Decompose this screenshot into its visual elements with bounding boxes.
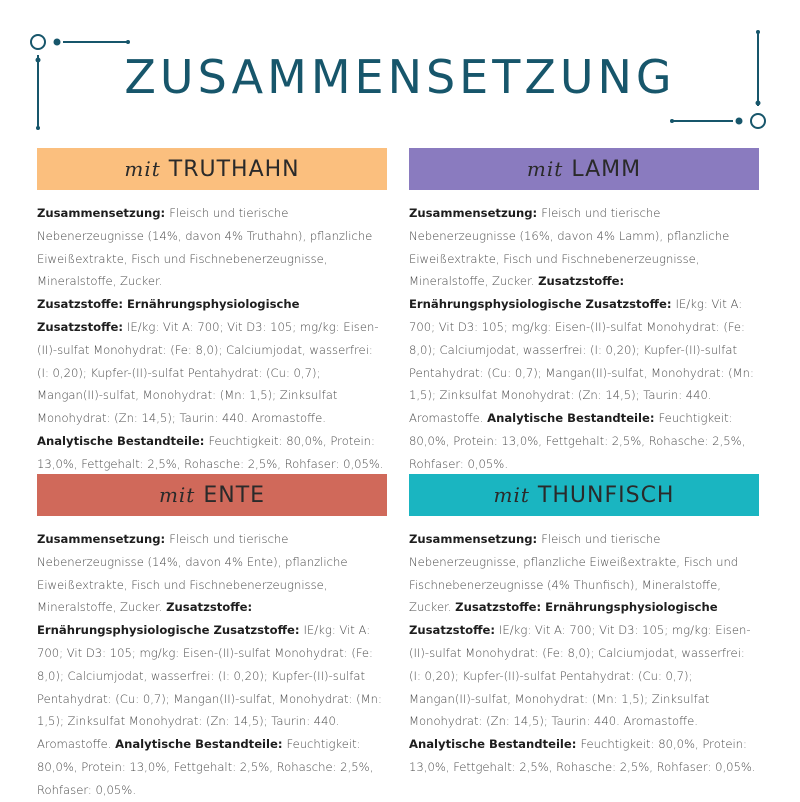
composition-text <box>409 202 759 476</box>
composition-text <box>37 528 387 802</box>
text-zusatzstoffe: IE/kg: Vit A: 700; Vit D3: 105; mg/kg: Eisen-(II)-sulfat Monohydrat: (Fe: 8,0); Calciumjodat, wasserfrei: (I: 0,20); Kupfer-(II)-sulfat Pentahydrat: (Cu: 0,7); Mangan(II)-sulfat, Monohydrat: (Mn: 1,5); Zinksulfat Monohydrat: (Zn: 14,5); Taurin: 440. Aromastoffe. <box>409 623 751 729</box>
section-lamm <box>409 148 759 476</box>
label-analytische: Analytische Bestandteile: <box>115 737 287 752</box>
variety-name: LAMM <box>571 156 642 182</box>
ring-icon-bottom-right <box>751 114 765 128</box>
label-zusammensetzung: Zusammensetzung: <box>409 206 542 220</box>
dot-icon-top-left-a <box>54 39 61 46</box>
label-zusatzstoffe: Zusatzstoffe: Ernährungsphysiologische Zusatzstoffe: <box>409 274 676 312</box>
section-thunfisch <box>409 474 759 779</box>
mit-label: mit <box>158 483 196 507</box>
text-zusammensetzung: Fleisch und tierische Nebenerzeugnisse (14%, davon 4% Truthahn), pflanzliche Eiweißextrakte, Fisch und Fischnebenerzeugnisse, Mineralstoffe, Zucker. <box>37 206 373 289</box>
variety-name: TRUTHAHN <box>168 156 300 182</box>
page-title: ZUSAMMENSETZUNG <box>124 50 676 104</box>
header-bar-lamm <box>409 148 759 190</box>
mit-label: mit <box>493 483 530 507</box>
variety-name: THUNFISCH <box>537 482 675 508</box>
label-zusatzstoffe: Zusatzstoffe: Ernährungsphysiologische Zusatzstoffe: <box>37 600 304 638</box>
dot-icon-top-left-c <box>126 40 130 44</box>
text-zusammensetzung: Fleisch und tierische Nebenerzeugnisse, pflanzliche Eiweißextrakte, Fisch und Fischnebenerzeugnisse (4% Thunfisch), Mineralstoffe, Zucker. <box>409 532 739 615</box>
composition-text <box>409 528 759 779</box>
label-zusammensetzung: Zusammensetzung: <box>409 532 542 546</box>
header-bar-truthahn <box>37 148 387 190</box>
header-bar-thunfisch <box>409 474 759 516</box>
header-bar-ente <box>37 474 387 516</box>
label-analytische: Analytische Bestandteile: <box>37 433 209 448</box>
label-zusatzstoffe: Zusatzstoffe: Ernährungsphysiologische Zusatzstoffe: <box>37 297 300 334</box>
text-zusatzstoffe: IE/kg: Vit A: 700; Vit D3: 105; mg/kg: Eisen-(II)-sulfat Monohydrat: (Fe: 8,0); Calciumjodat, wasserfrei: (I: 0,20); Kupfer-(II)-sulfat Pentahydrat: (Cu: 0,7); Mangan(II)-sulfat, Monohydrat: (Mn: 1,5); Zinksulfat Monohydrat: (Zn: 14,5); Taurin: 440. Aromastoffe. <box>37 319 379 426</box>
section-ente <box>37 474 387 802</box>
section-truthahn <box>37 148 387 476</box>
text-analytische: Feuchtigkeit: 80,0%, Protein: 13,0%, Fettgehalt: 2,5%, Rohasche: 2,5%, Rohfaser: 0,05%. <box>409 411 746 471</box>
text-analytische: Feuchtigkeit: 80,0%, Protein: 13,0%, Fettgehalt: 2,5%, Rohasche: 2,5%, Rohfaser: 0,05%. <box>37 433 384 471</box>
variety-name: ENTE <box>203 482 266 508</box>
composition-text <box>37 202 387 476</box>
dot-icon-bottom-right-d <box>756 30 760 34</box>
mit-label: mit <box>526 157 564 181</box>
label-zusammensetzung: Zusammensetzung: <box>37 532 170 546</box>
label-zusammensetzung: Zusammensetzung: <box>37 206 170 220</box>
text-analytische: Feuchtigkeit: 80,0%, Protein: 13,0%, Fettgehalt: 2,5%, Rohasche: 2,5%, Rohfaser: 0,05%. <box>409 737 756 774</box>
dot-icon-bottom-right-c <box>670 119 674 123</box>
text-zusammensetzung: Fleisch und tierische Nebenerzeugnisse (16%, davon 4% Lamm), pflanzliche Eiweißextrakte, Fisch und Fischnebenerzeugnisse, Mineralstoffe, Zucker. <box>409 206 730 289</box>
label-zusatzstoffe: Zusatzstoffe: Ernährungsphysiologische Zusatzstoffe: <box>409 600 718 638</box>
text-zusatzstoffe: IE/kg: Vit A: 700; Vit D3: 105; mg/kg: Eisen-(II)-sulfat Monohydrat: (Fe: 8,0); Calciumjodat, wasserfrei: (I: 0,20); Kupfer-(II)-sulfat Pentahydrat: (Cu: 0,7); Mangan(II)-sulfat, Monohydrat: (Mn: 1,5); Zinksulfat Monohydrat: (Zn: 14,5); Taurin: 440. Aromastoffe. <box>37 623 382 752</box>
label-analytische: Analytische Bestandteile: <box>487 411 659 426</box>
dot-icon-bottom-right-a <box>736 118 743 125</box>
label-analytische: Analytische Bestandteile: <box>409 737 581 752</box>
text-zusammensetzung: Fleisch und tierische Nebenerzeugnisse (14%, davon 4% Ente), pflanzliche Eiweißextrakte, Fisch und Fischnebenerzeugnisse, Mineralstoffe, Zucker. <box>37 532 348 615</box>
text-zusatzstoffe: IE/kg: Vit A: 700; Vit D3: 105; mg/kg: Eisen-(II)-sulfat Monohydrat: (Fe: 8,0); Calciumjodat, wasserfrei: (I: 0,20); Kupfer-(II)-sulfat Pentahydrat: (Cu: 0,7); Mangan(II)-sulfat, Monohydrat: (Mn: 1,5); Zinksulfat Monohydrat: (Zn: 14,5); Taurin: 440. Aromastoffe. <box>409 297 754 426</box>
dot-icon-top-left-d <box>36 126 40 130</box>
ring-icon-top-left <box>31 35 45 49</box>
text-analytische: Feuchtigkeit: 80,0%, Protein: 13,0%, Fettgehalt: 2,5%, Rohasche: 2,5%, Rohfaser: 0,05%. <box>37 737 374 797</box>
mit-label: mit <box>124 157 161 181</box>
